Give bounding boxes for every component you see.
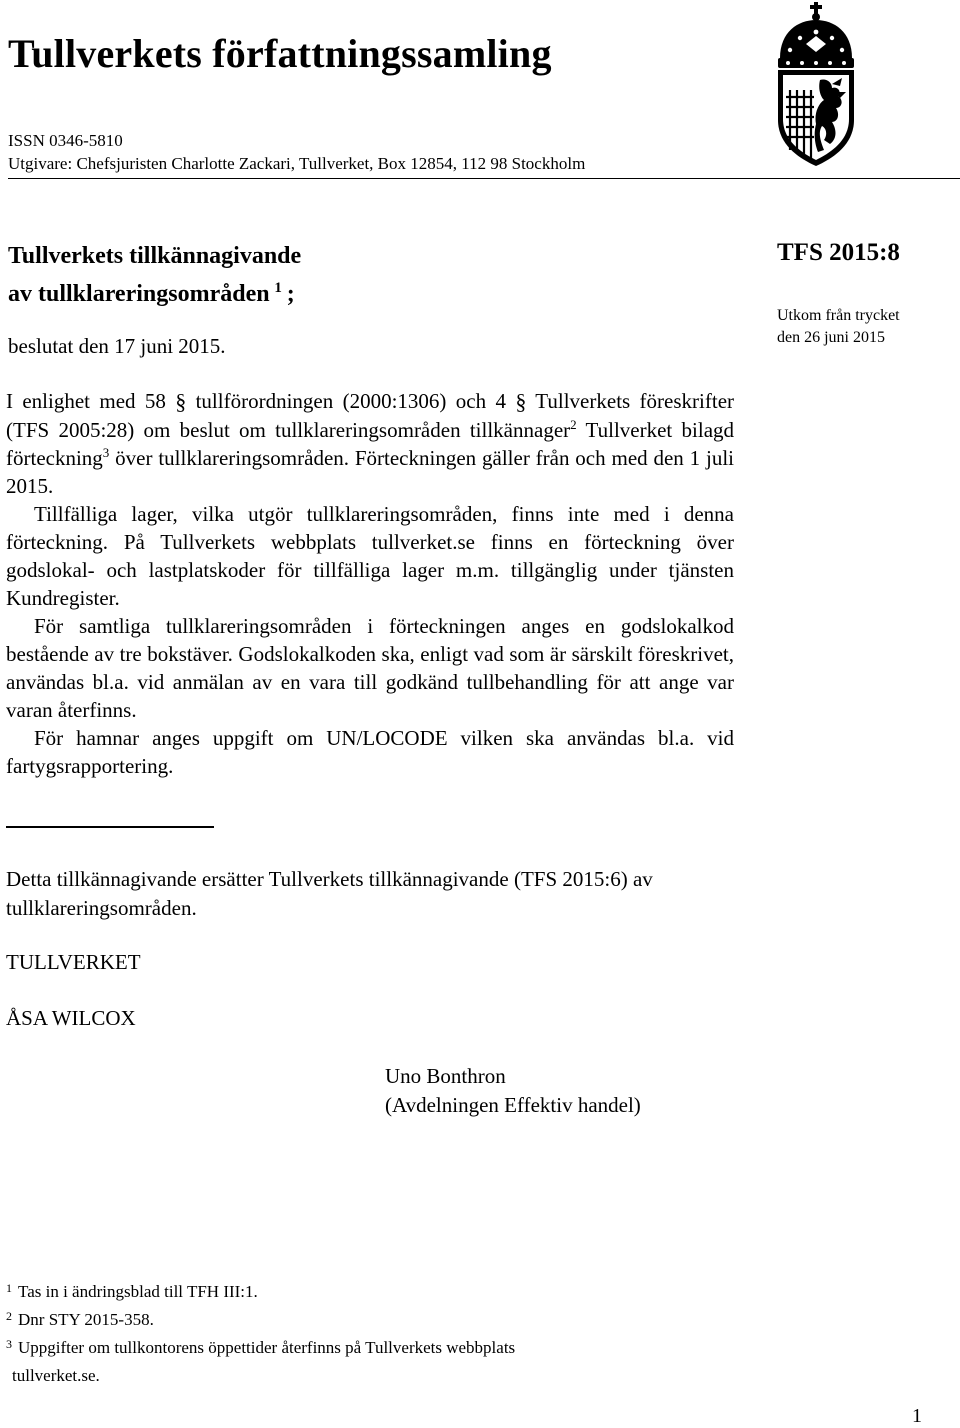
footnote-number: 2 (6, 1309, 12, 1323)
tfs-number: TFS 2015:8 (777, 239, 900, 266)
footnote-text: Dnr STY 2015-358. (18, 1310, 154, 1329)
swedish-coat-of-arms-icon (768, 0, 864, 168)
replacement-note: Detta tillkännagivande ersätter Tullverkets tillkännagivande (TFS 2015:6) av tullklareringsområden. (6, 867, 653, 920)
footnote (6, 1334, 515, 1362)
header-divider (8, 178, 960, 179)
printed-label: Utkom från trycket (777, 307, 900, 324)
text-run: över tullklareringsområden. Förteckningen gäller från och med den 1 juli 2015. (6, 446, 734, 498)
footnotes (6, 1278, 515, 1390)
section-sign: § (175, 389, 187, 414)
text-run: I enlighet med 58 (6, 389, 166, 413)
co-signatory-name: Uno Bonthron (385, 1064, 506, 1088)
footnote-text: Tas in i ändringsblad till TFH III:1. (18, 1282, 258, 1301)
announcement-title-line2 (8, 272, 301, 310)
announcement-title (8, 240, 301, 310)
footnote-number: 1 (6, 1281, 12, 1295)
footnote-ref: 2 (570, 417, 577, 432)
footnote-continuation: tullverket.se. (12, 1366, 100, 1385)
footnote (6, 1278, 515, 1306)
footnote-ref: 3 (102, 445, 110, 460)
signatory-name: ÅSA WILCOX (6, 1006, 136, 1030)
issn: ISSN 0346-5810 (8, 131, 123, 150)
announcement-title-end: ; (286, 281, 295, 307)
publisher: Utgivare: Chefsjuristen Charlotte Zackari, Tullverket, Box 12854, 112 98 Stockholm (8, 154, 586, 173)
text-run: tullförordningen (2000:1306) och 4 (195, 389, 506, 413)
paragraph: För hamnar anges uppgift om UN/LOCODE vilken ska användas bl.a. vid fartygsrapportering. (6, 726, 734, 778)
section-divider (6, 826, 214, 828)
paragraph: För samtliga tullklareringsområden i förteckningen anges en godslokalkod bestående av tre bokstäver. Godslokalkoden ska, enligt vad som är särskilt föreskrivet, användas bl.a. vid anmälan av en vara till godkänd tullbehandling för att ange var varan återfinns. (6, 614, 734, 722)
co-signatory (385, 1062, 641, 1120)
section-sign: § (515, 389, 527, 414)
paragraph (6, 387, 734, 500)
printed-date (777, 305, 900, 349)
footnote (6, 1306, 515, 1334)
text-run: Tullverket bilagd förteckning (6, 418, 735, 470)
agency-name: TULLVERKET (6, 950, 141, 974)
footnote-ref: 1 (274, 280, 282, 296)
decision-date: beslutat den 17 juni 2015. (8, 334, 226, 358)
body-text (6, 387, 734, 780)
footnote-text: Uppgifter om tullkontorens öppettider återfinns på Tullverkets webbplats (18, 1338, 516, 1357)
announcement-title-text: av tullklareringsområden (8, 281, 270, 307)
footnote-number: 3 (6, 1337, 12, 1351)
text-run: Tullverkets föreskrifter (TFS 2005:28) om beslut om tullklareringsområden tillkännager (6, 389, 735, 442)
printed-value: den 26 juni 2015 (777, 329, 885, 346)
co-signatory-department: (Avdelningen Effektiv handel) (385, 1093, 641, 1117)
publication-title: Tullverkets författningssamling (8, 31, 552, 76)
paragraph: Tillfälliga lager, vilka utgör tullklareringsområden, finns inte med i denna förteckning. På Tullverkets webbplats tullverket.se finns en förteckning över godslokal- och lastplatskoder för tillfälliga lager m.m. tillgänglig under tjänsten Kundregister. (6, 502, 734, 610)
page-number: 1 (912, 1405, 922, 1427)
announcement-title-line1: Tullverkets tillkännagivande (8, 243, 302, 269)
